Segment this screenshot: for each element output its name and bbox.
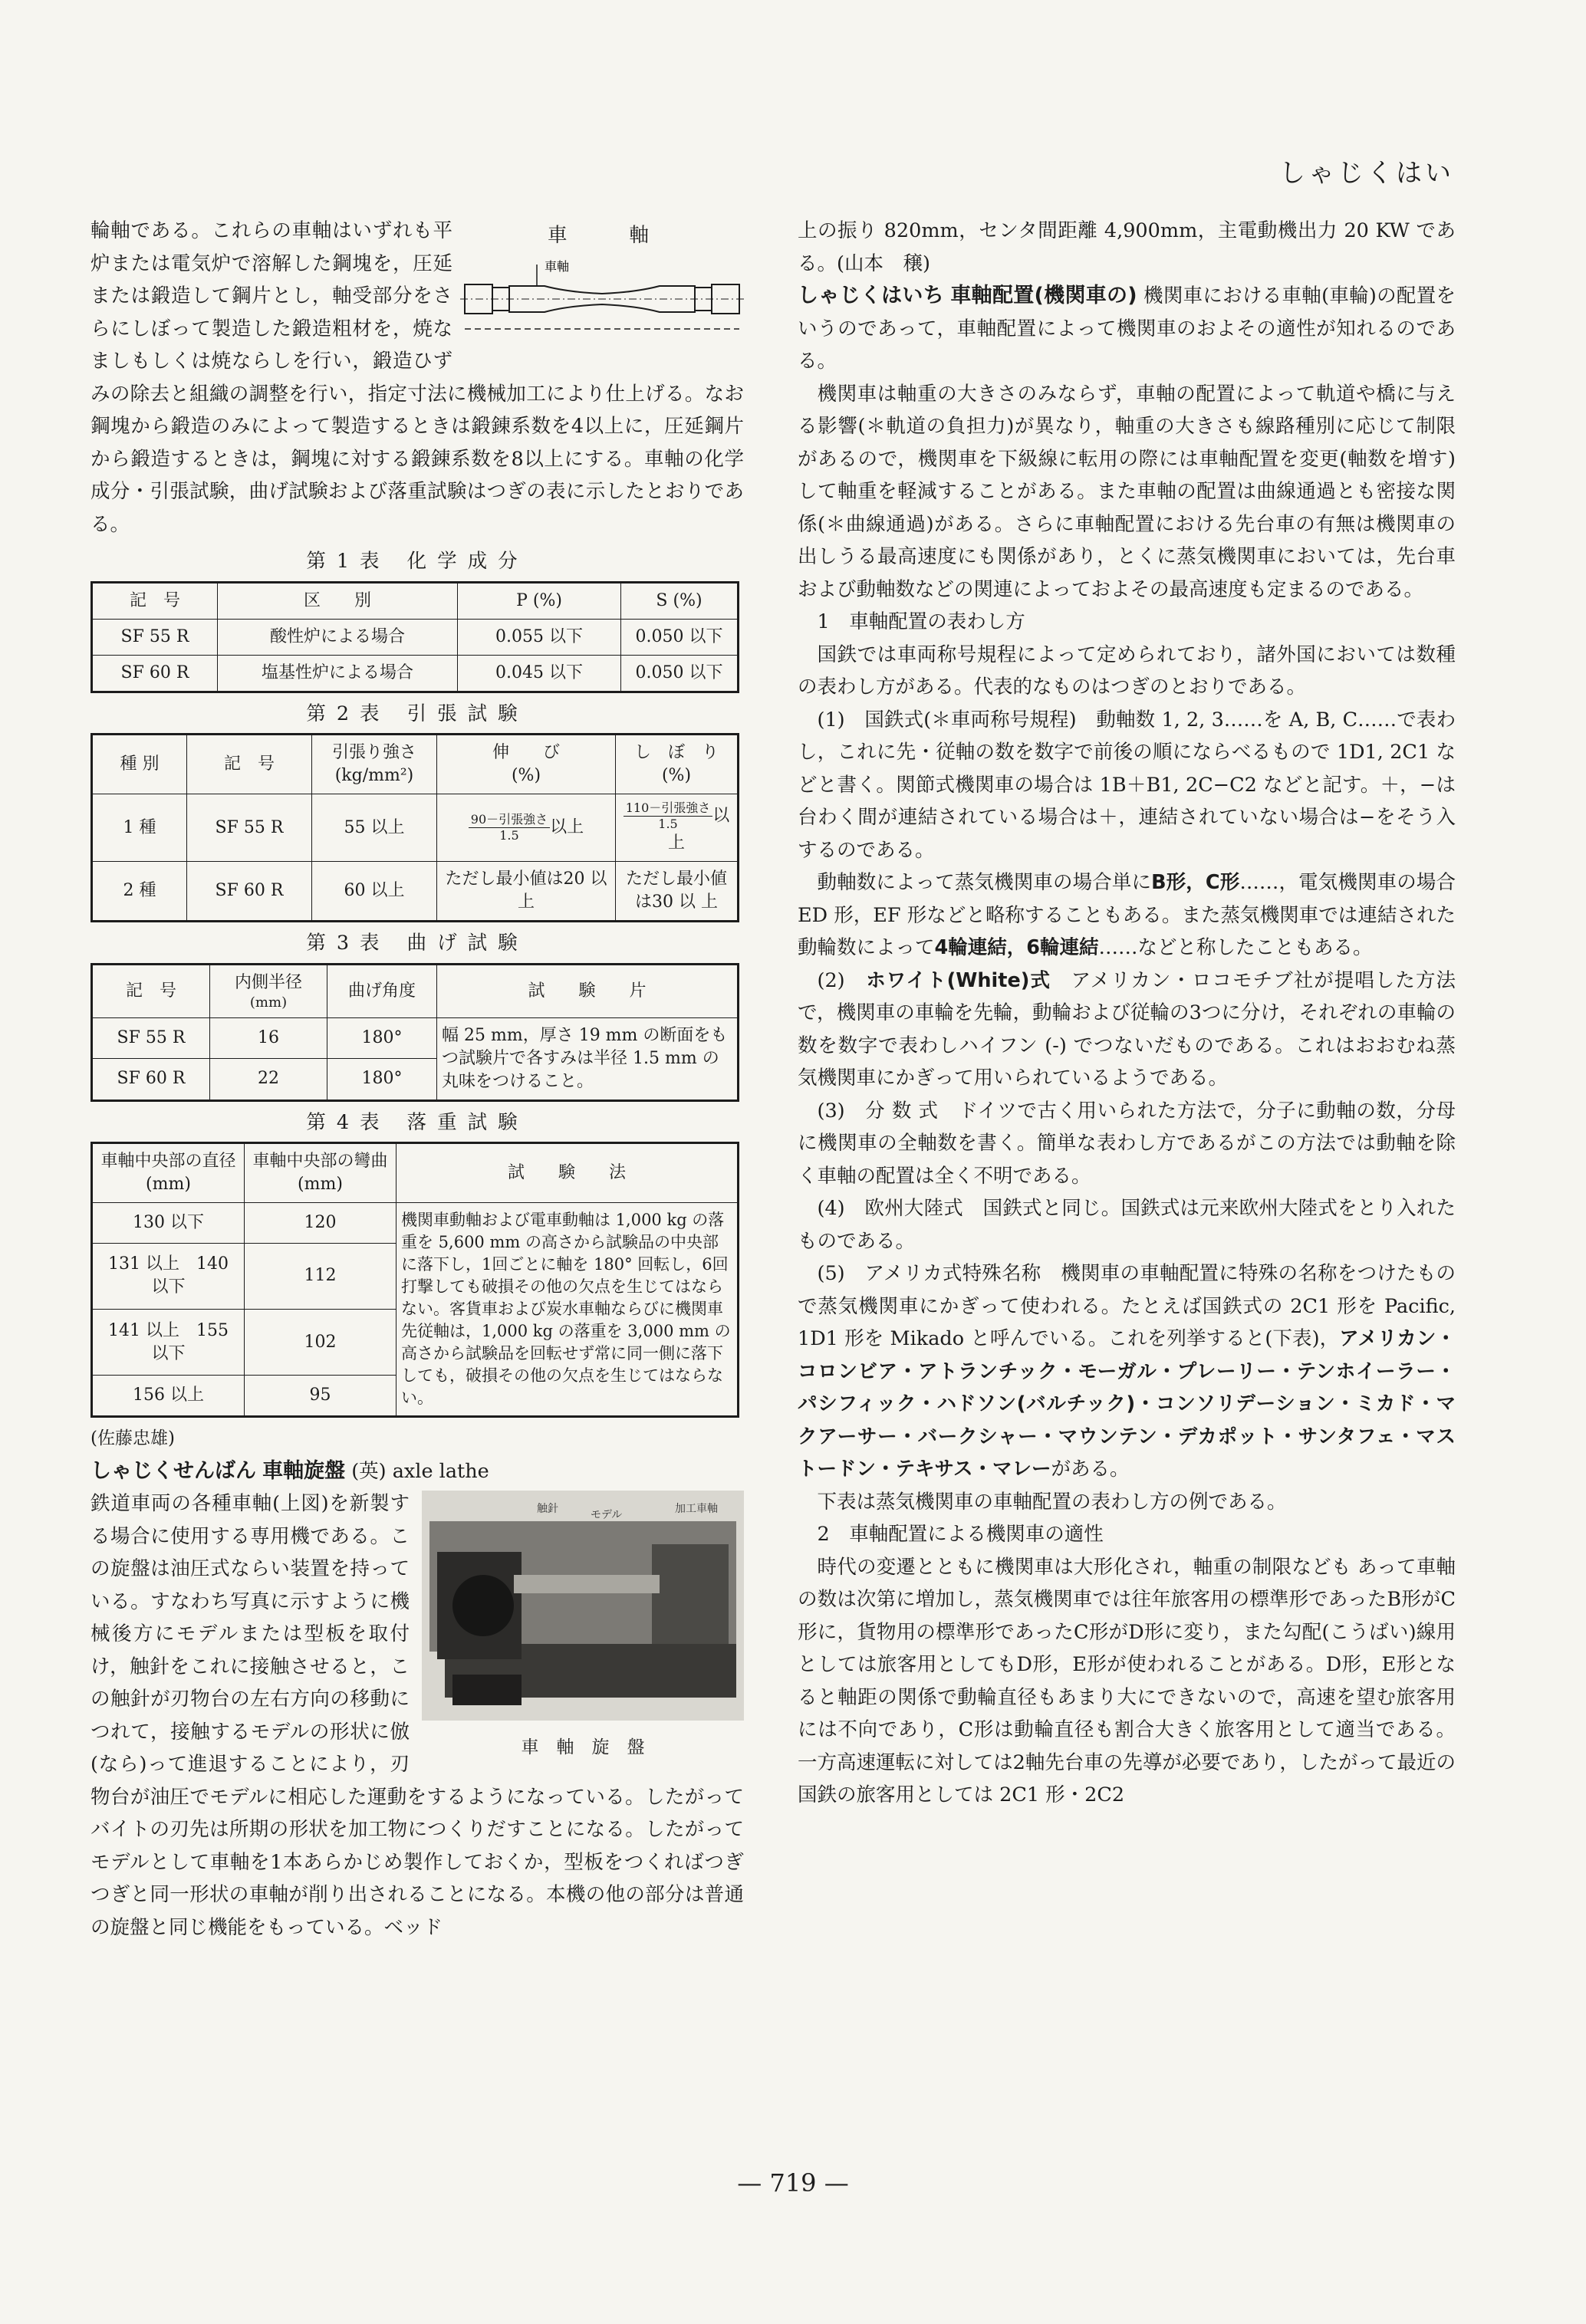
- lathe-photo: [422, 1491, 744, 1764]
- right-paragraph-0: 上の振り 820mm，センタ間距離 4,900mm，主電動機出力 20 KW である。(山本 穣): [798, 219, 1456, 275]
- table-cell: $\frac{\text{90－引張強さ}}{1.5}$以上: [437, 794, 616, 862]
- headword-english: (英) axle lathe: [351, 1459, 489, 1483]
- section-heading-2: 2 車軸配置による機関車の適性: [817, 1523, 1104, 1546]
- right-paragraph-5: 国鉄では車両称号規程によって定められており，諸外国においては数種の表わし方がある。代表的なものはつぎのとおりである。: [798, 643, 1456, 699]
- table-cell: 180°: [327, 1017, 437, 1058]
- table-cell: 22: [210, 1058, 327, 1100]
- table-row: [92, 735, 739, 794]
- table-cell: 酸性炉による場合: [218, 619, 458, 655]
- table-cell: SF 60 R: [92, 655, 218, 692]
- table-cell: 幅 25 mm，厚さ 19 mm の断面をもつ試験片で各すみは半径 1.5 mm の丸味をつけること。: [437, 1017, 739, 1100]
- table-cell: 機関車動軸および電車動軸は 1,000 kg の落重を 5,600 mm の高さから試験品の中央部に落下し，1回ごとに軸を 180° 回転し，6回打撃しても破損その他の欠点を生じてはならない。客貨車および炭水車軸ならびに機関車先従軸は，1,000 kg の落重を 3,000 mm の高さから試験品を回転せず常に同一側に落下しても，破損その他の欠点を生じてはならない。: [396, 1203, 739, 1417]
- table-row: [92, 1203, 739, 1244]
- table-cell: 131 以上 140 以下: [92, 1243, 245, 1309]
- table-cell: SF 55 R: [92, 619, 218, 655]
- photo-caption: 車 軸 旋 盤: [521, 1737, 645, 1757]
- table-cell: SF 55 R: [92, 1017, 210, 1058]
- page-number: — 719 —: [737, 2168, 849, 2197]
- table-row: [92, 619, 739, 655]
- table3-bending: [90, 963, 739, 1102]
- table-cell: 130 以下: [92, 1203, 245, 1244]
- table-header: 記 号: [187, 735, 312, 794]
- table-cell: 141 以上 155 以下: [92, 1309, 245, 1375]
- table-header: 内側半径 (mm): [210, 964, 327, 1017]
- entry-axle-lathe: [90, 1455, 744, 1488]
- table-header: し ぼ り (%): [616, 735, 739, 794]
- table-cell: 0.045 以下: [458, 655, 621, 692]
- table-cell: 16: [210, 1017, 327, 1058]
- table-cell: 156 以上: [92, 1376, 245, 1417]
- table-cell: ただし最小値は20 以 上: [437, 862, 616, 922]
- table-cell: 60 以上: [312, 862, 437, 922]
- table-cell: 塩基性炉による場合: [218, 655, 458, 692]
- axle-drawing: [460, 252, 744, 344]
- table-row: [92, 964, 739, 1017]
- author-sato: (佐藤忠雄): [90, 1428, 175, 1448]
- table-cell: 2 種: [92, 862, 187, 922]
- axle-figure: [460, 219, 744, 354]
- left-paragraph-1: 輪軸である。これらの車軸はいずれも平炉または電気炉で溶解した鋼塊を，圧延または鍛造して鋼片とし，軸受部分をさらにしぼって製造した鍛造粗材を，焼なましもしくは焼ならしを行い，鍛造ひずみの除去と組織の調整を行い，指定寸法に機械加工により仕上げる。なお鋼塊から鍛造のみによって製造するときは鍛錬系数を4以上に，圧延鋼片から鍛造するときは，鋼塊に対する鍛錬系数を8以上にする。車軸の化学成分・引張試験，曲げ試験および落重試験はつぎの表に示したとおりである。: [90, 219, 744, 536]
- left-column: [90, 215, 744, 1944]
- table4-caption: 第4表 落重試験: [306, 1110, 528, 1134]
- table-cell: 120: [245, 1203, 396, 1244]
- right-paragraph-10: (4) 欧州大陸式 国鉄式と同じ。国鉄式は元来欧州大陸式をとり入れたものである。: [798, 1197, 1456, 1253]
- table-row: [92, 1017, 739, 1058]
- table-cell: SF 60 R: [187, 862, 312, 922]
- headword-kanji: 車軸旋盤: [262, 1458, 346, 1483]
- table-header: 区 別: [218, 582, 458, 619]
- right-paragraph-12: 下表は蒸気機関車の車軸配置の表わし方の例である。: [817, 1490, 1287, 1514]
- table-header: 車軸中央部の彎曲 (mm): [245, 1143, 396, 1203]
- entry-axle-arrangement: [798, 280, 1456, 378]
- table-header: 引張り強さ (kg/mm²): [312, 735, 437, 794]
- table-row: [92, 655, 739, 692]
- headword-kanji: 車軸配置(機関車の): [950, 284, 1137, 307]
- table-cell: 1 種: [92, 794, 187, 862]
- table-cell: ただし最小値は30 以 上: [616, 862, 739, 922]
- left-paragraph-2: 鉄道車両の各種車軸(上図)を新製する場合に使用する専用機である。この旋盤は油圧式ならい装置を持っている。すなわち写真に示すように機械後方にモデルまたは型板を取付け，触針をこれに接触させると，この触針が刃物台の左右方向の移動につれて，接触するモデルの形状に倣(なら)って進退することにより，刃物台が油圧でモデルに相応した運動をするようになっている。したがってバイトの刃先は所期の形状を加工物につくりだすことになる。したがってモデルとして車軸を1本あらかじめ製作しておくか，型板をつくればつぎつぎと同一形状の車軸が削り出されることになる。本機の他の部分は普通の旋盤と同じ機能をもっている。ベッド: [90, 1492, 744, 1939]
- axle-drawing-label: 車軸: [545, 258, 570, 274]
- right-paragraph-6: (1) 国鉄式(＊車両称号規程) 動軸数 1, 2, 3……を A, B, C……で表わし，これに先・従軸の数を数字で前後の順にならべるもので 1D1, 2C1 などと書く。関節式機関車の場合は 1B＋B1, 2C−C2 などと記す。＋，−は台わく間が連結されている場合は＋，連結されていない場合は−をそう入するのである。: [798, 708, 1456, 862]
- photo-label-model: モデル: [591, 1509, 623, 1521]
- table-row: [92, 794, 739, 862]
- table1-chemical: [90, 581, 739, 693]
- table-cell: 0.050 以下: [621, 655, 739, 692]
- table-row: [92, 582, 739, 619]
- right-paragraph-13: 時代の変遷とともに機関車は大形化され，軸重の制限なども あって車軸の数は次第に増加し，蒸気機関車では往年旅客用の標準形であったB形がC形に，貨物用の標準形であったC形がD形に変り，また勾配(こうばい)線用としては旅客用としてもD形，E形が使われることがある。D形，E形となると軸距の関係で動輪直径もあまり大にできないので，高速を望む旅客用には不向であり，C形は動輪直径も割合大きく旅客用として適当である。一方高速運転に対しては2軸先台車の先導が必要であり，したがって最近の国鉄の旅客用としては 2C1 形・2C2: [798, 1555, 1456, 1806]
- section-heading-1: 1 車軸配置の表わし方: [817, 610, 1025, 633]
- table3-caption: 第3表 曲げ試験: [306, 932, 528, 955]
- right-paragraph-8: (2) ホワイト(White)式 アメリカン・ロコモチブ社が提唱した方法で，機関車の車輪を先輪，動輪および従輪の3つに分け，それぞれの車輪の数を数字で表わしハイフン (-) でつないだものである。これはおおむね蒸気機関車にかぎって用いられているようである。: [798, 968, 1456, 1090]
- table4-drop-weight: [90, 1142, 739, 1418]
- table2-tensile: [90, 733, 739, 922]
- table-header: 試 験 法: [396, 1143, 739, 1203]
- table-cell: SF 60 R: [92, 1058, 210, 1100]
- right-paragraph-7: 動軸数によって蒸気機関車の場合単にB形，C形……，電気機関車の場合 ED 形，EF 形などと略称することもある。また蒸気機関車では連結された動輪数によって4輪連結，6輪連結……などと称したこともある。: [798, 871, 1456, 959]
- table-header: 種 別: [92, 735, 187, 794]
- table-cell: 180°: [327, 1058, 437, 1100]
- photo-label-stylus: 触針: [537, 1503, 558, 1515]
- table-row: [92, 862, 739, 922]
- table-header: 車軸中央部の直径 (mm): [92, 1143, 245, 1203]
- running-head: しゃじくはい: [1279, 158, 1454, 189]
- table-header: S (%): [621, 582, 739, 619]
- table-cell: 55 以上: [312, 794, 437, 862]
- photo-label-workpiece: 加工車軸: [675, 1503, 718, 1515]
- right-paragraph-11: (5) アメリカ式特殊名称 機関車の車軸配置に特殊の名称をつけたもので蒸気機関車にかぎって使われる。たとえば国鉄式の 2C1 形を Pacific, 1D1 形を Mikado と呼んでいる。これを列挙すると(下表)，アメリカン・コロンビア・アトランチック・モーガル・プレーリー・テンホイーラー・パシフィック・ハドソン(バルチック)・コンソリデーション・ミカド・マクアーサー・バークシャー・マウンテン・デカポット・サンタフェ・マストードン・テキサス・マレーがある。: [798, 1262, 1456, 1481]
- axle-figure-caption: 車 軸: [547, 224, 656, 247]
- table-cell: 95: [245, 1376, 396, 1417]
- table-header: 曲げ角度: [327, 964, 437, 1017]
- table-cell: 0.050 以下: [621, 619, 739, 655]
- headword-kana: しゃじくはいち: [798, 284, 944, 307]
- table-header: 伸 び (%): [437, 735, 616, 794]
- table-cell: 112: [245, 1243, 396, 1309]
- headword-kana: しゃじくせんばん: [90, 1458, 256, 1483]
- right-paragraph-9: (3) 分 数 式 ドイツで古く用いられた方法で，分子に動軸の数，分母に機関車の全軸数を書く。簡単な表わし方であるがこの方法では動軸を除く車軸の配置は全く不明である。: [798, 1099, 1456, 1188]
- table-header: 記 号: [92, 582, 218, 619]
- lathe-image: [422, 1491, 744, 1721]
- table-header: 記 号: [92, 964, 210, 1017]
- table-row: [92, 1143, 739, 1203]
- right-paragraph-4: 機関車は軸重の大きさのみならず，車軸の配置によって軌道や橋に与える影響(＊軌道の負担力)が異なり，軸重の大きさも線路種別に応じて制限があるので，機関車を下級線に転用の際には車軸配置を変更(軸数を増す)して軸重を軽減することがある。また車軸の配置は曲線通過とも密接な関係(＊曲線通過)がある。さらに車軸配置における先台車の有無は機関車の出しうる最高速度にも関係があり，とくに蒸気機関車においては，先台車および動軸数などの関連によっておよその最高速度も定まるのである。: [798, 382, 1456, 601]
- table-cell: SF 55 R: [187, 794, 312, 862]
- table2-caption: 第2表 引張試験: [306, 702, 528, 725]
- entry-lead: 機関車における車軸(車輪)の配置をいうのであって，車軸配置によって機関車のおよその適性が知れるのである。: [798, 284, 1456, 373]
- table-header: P (%): [458, 582, 621, 619]
- table-cell: $\frac{\text{110－引張強さ}}{1.5}$以上: [616, 794, 739, 862]
- table1-caption: 第1表 化学成分: [306, 550, 528, 573]
- table-cell: 102: [245, 1309, 396, 1375]
- table-cell: 0.055 以下: [458, 619, 621, 655]
- table-header: 試 験 片: [437, 964, 739, 1017]
- right-column: [798, 215, 1456, 1812]
